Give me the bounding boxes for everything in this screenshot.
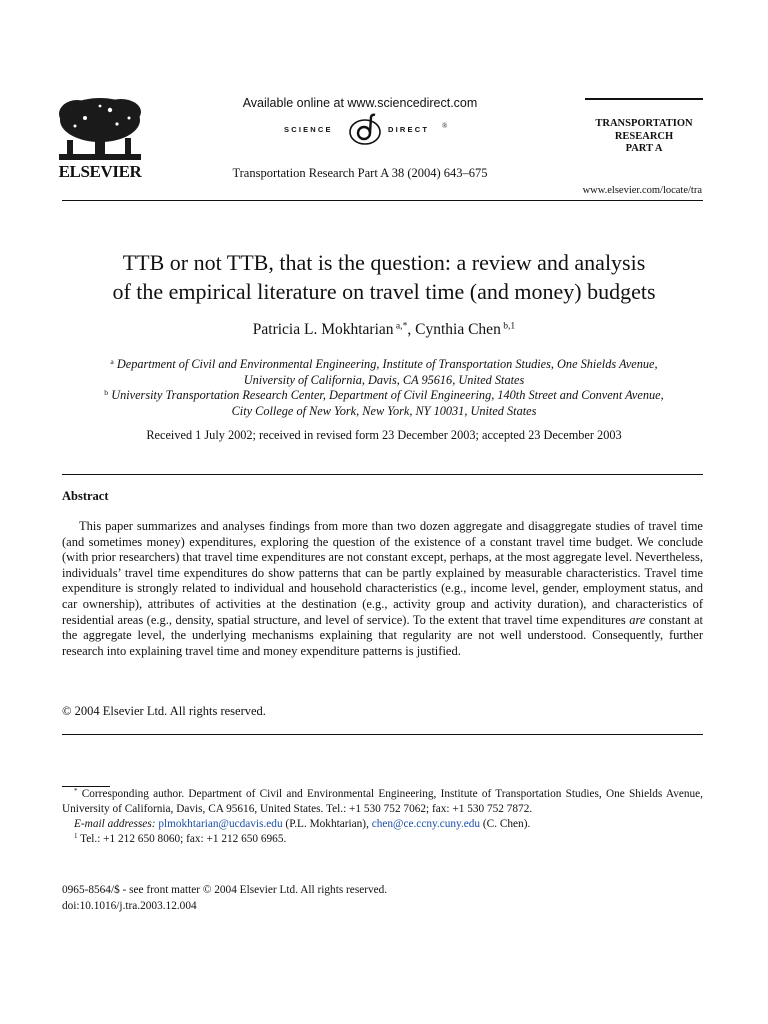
affiliation-b bbox=[40, 388, 728, 419]
publisher-wordmark: ELSEVIER bbox=[58, 162, 142, 181]
author-affiliation-marks[interactable]: b,1 bbox=[503, 320, 516, 332]
publisher-logo bbox=[55, 96, 145, 186]
abstract-text: constant at the aggregate level, the underlying mechanisms explaining that regularity are not well understood. Consequently, further research into explaining travel time and money expenditure patterns is justified. bbox=[62, 612, 703, 658]
affiliation-mark: a bbox=[110, 356, 114, 366]
journal-box-rule bbox=[585, 98, 703, 100]
abstract-heading: Abstract bbox=[62, 489, 109, 503]
journal-name-line: TRANSPORTATION bbox=[595, 118, 693, 129]
footnote-text: Tel.: +1 212 650 8060; fax: +1 212 650 6965. bbox=[80, 833, 287, 845]
journal-url[interactable]: www.elsevier.com/locate/tra bbox=[582, 185, 702, 196]
footnote-mark: 1 bbox=[74, 832, 78, 841]
footnote-corresponding bbox=[62, 787, 703, 817]
footnote-emails bbox=[62, 817, 703, 832]
email-link[interactable]: plmokhtarian@ucdavis.edu bbox=[158, 818, 283, 830]
affiliation-a bbox=[40, 357, 728, 388]
sciencedirect-left-word: SCIENCE bbox=[284, 125, 333, 134]
sciencedirect-right-word: DIRECT bbox=[388, 125, 430, 134]
footnote-text: Corresponding author. Department of Civil and Environmental Engineering, Institute of Transportation Studies, One Shields Avenue, University of California, Davis, CA 95616, United States. Tel.: +1 530 752 7062; fax: +1 530 752 7872. bbox=[62, 788, 703, 815]
abstract-top-rule bbox=[62, 474, 703, 475]
header-divider bbox=[62, 200, 703, 201]
abstract-text: This paper summarizes and analyses findings from more than two dozen aggregate and disaggregate studies of travel time (and sometimes money) expenditures, exploring the question of the existence of a constant travel time budget. We conclude (with prior researchers) that travel time expenditures are not constant except, perhaps, at the most aggregate level. Nevertheless, individuals’ travel time expenditures do show patterns that can be partly explained by measurable characteristics. Travel time expenditure is strongly related to individual and household characteristics (e.g., income level, gender, employment status, and car ownership), attributes of activities at the destination (e.g., activity group and activity duration), and characteristics of residential areas (e.g., density, spatial structure, and level of service). To the extent that travel time expenditures bbox=[62, 519, 703, 627]
journal-name-box bbox=[580, 118, 708, 156]
authors bbox=[60, 321, 708, 339]
elsevier-tree-icon bbox=[55, 96, 145, 164]
footnotes bbox=[62, 787, 703, 847]
title-line: TTB or not TTB, that is the question: a review and analysis bbox=[122, 250, 646, 275]
author-name: Cynthia Chen bbox=[415, 321, 501, 338]
journal-citation: Transportation Research Part A 38 (2004) 643–675 bbox=[232, 166, 488, 180]
journal-name-line: PART A bbox=[625, 143, 663, 154]
available-online-text: Available online at www.sciencedirect.com bbox=[242, 96, 478, 110]
author-separator: , bbox=[407, 321, 416, 338]
doi-line[interactable]: doi:10.1016/j.tra.2003.12.004 bbox=[62, 900, 197, 912]
abstract-emphasis: are bbox=[629, 612, 646, 627]
email-owner: (P.L. Mokhtarian), bbox=[282, 818, 372, 830]
author-name: Patricia L. Mokhtarian bbox=[252, 321, 394, 338]
footnote-1 bbox=[62, 832, 703, 847]
email-owner: (C. Chen). bbox=[480, 818, 531, 830]
abstract-bottom-rule bbox=[62, 734, 703, 735]
email-label: E-mail addresses: bbox=[74, 818, 156, 830]
journal-name-line: RESEARCH bbox=[614, 130, 674, 142]
affiliation-line: Department of Civil and Environmental Engineering, Institute of Transportation Studies, One Shields Avenue, bbox=[116, 357, 658, 371]
received-dates: Received 1 July 2002; received in revised form 23 December 2003; accepted 23 December 2003 bbox=[146, 428, 622, 442]
abstract-body bbox=[62, 519, 703, 659]
paper-title bbox=[40, 248, 728, 306]
email-link[interactable]: chen@ce.ccny.cuny.edu bbox=[371, 818, 481, 830]
title-line: of the empirical literature on travel time (and money) budgets bbox=[112, 279, 656, 304]
sciencedirect-at-icon bbox=[346, 113, 384, 147]
footnote-mark: * bbox=[74, 787, 78, 796]
issn-line: 0965-8564/$ - see front matter © 2004 Elsevier Ltd. All rights reserved. bbox=[62, 884, 388, 896]
imprint bbox=[62, 882, 387, 914]
affiliation-line: University Transportation Research Center, Department of Civil Engineering, 140th Street and Convent Avenue, bbox=[111, 388, 664, 402]
registered-mark: ® bbox=[442, 122, 448, 130]
abstract-copyright: © 2004 Elsevier Ltd. All rights reserved. bbox=[62, 704, 266, 718]
affiliation-mark: b bbox=[104, 387, 109, 397]
sciencedirect-logo bbox=[284, 113, 452, 147]
affiliation-line: City College of New York, New York, NY 10031, United States bbox=[231, 403, 537, 418]
affiliation-line: University of California, Davis, CA 95616, United States bbox=[243, 372, 525, 387]
author-affiliation-marks[interactable]: a,* bbox=[395, 320, 408, 332]
